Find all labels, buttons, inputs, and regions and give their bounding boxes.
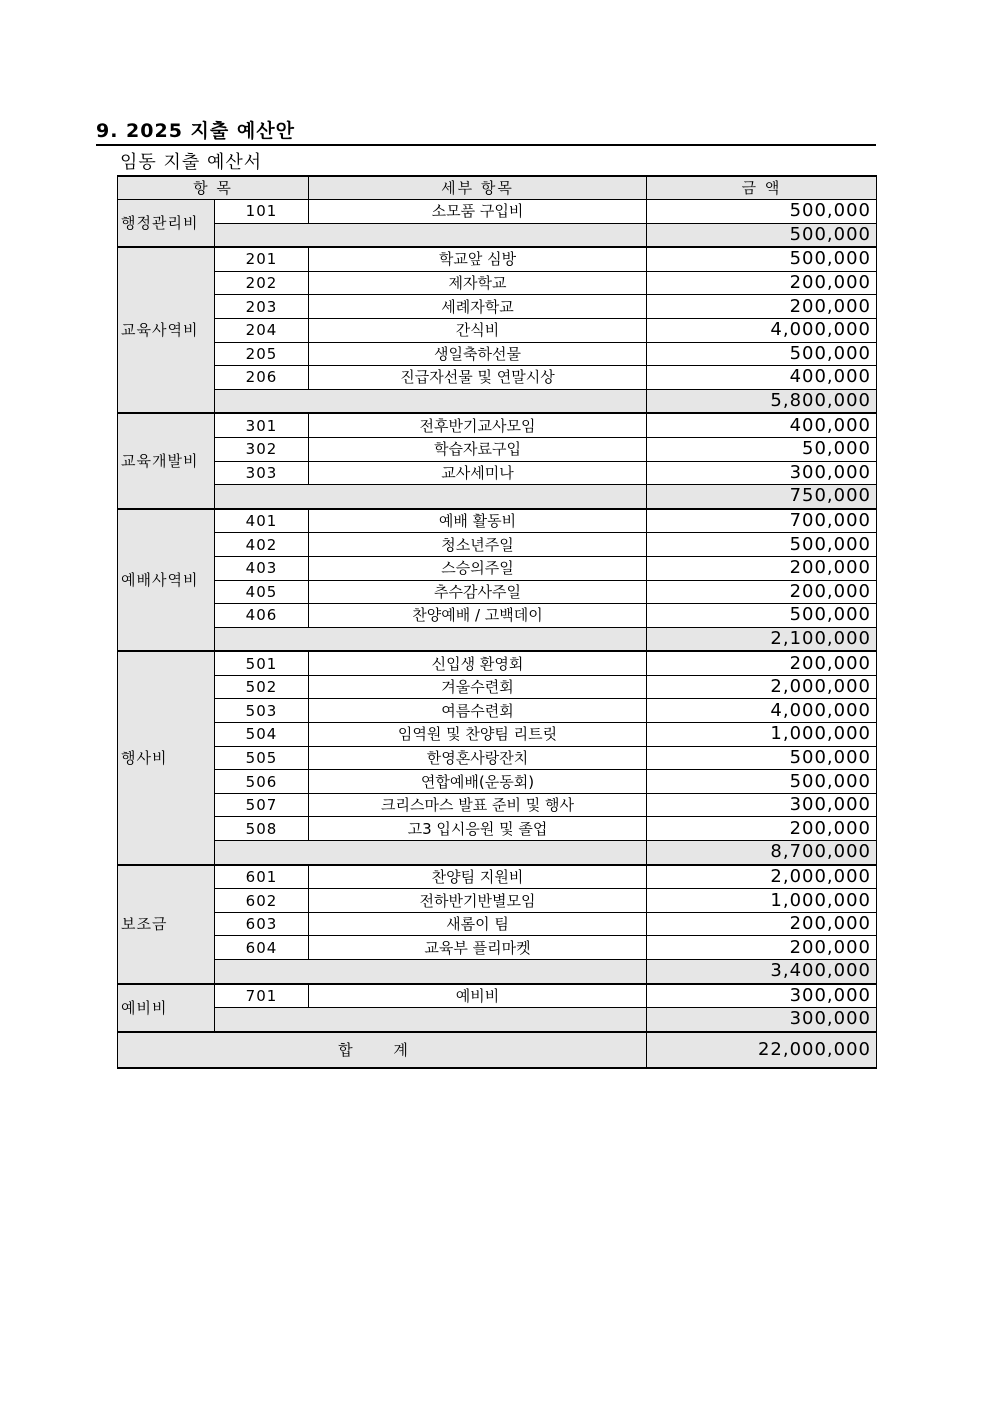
item-amount: 200,000 bbox=[647, 295, 877, 319]
item-amount: 200,000 bbox=[647, 556, 877, 580]
table-row bbox=[118, 413, 877, 437]
table-row bbox=[118, 865, 877, 889]
total-label: 합 계 bbox=[118, 1032, 647, 1068]
item-amount: 500,000 bbox=[647, 342, 877, 366]
item-code: 101 bbox=[215, 200, 309, 224]
table-row bbox=[118, 295, 877, 319]
subtotal-amount: 8,700,000 bbox=[647, 841, 877, 865]
subtotal-amount: 3,400,000 bbox=[647, 960, 877, 984]
page-heading: 9. 2025 지출 예산안 bbox=[96, 116, 876, 146]
item-code: 502 bbox=[215, 675, 309, 699]
item-name: 연합예배(운동회) bbox=[309, 770, 647, 794]
item-amount: 2,000,000 bbox=[647, 865, 877, 889]
item-name: 교육부 플리마켓 bbox=[309, 936, 647, 960]
item-amount: 4,000,000 bbox=[647, 699, 877, 723]
subtotal-row bbox=[118, 1008, 877, 1032]
item-name: 스승의주일 bbox=[309, 556, 647, 580]
item-name: 제자학교 bbox=[309, 271, 647, 295]
item-code: 301 bbox=[215, 413, 309, 437]
category-name: 교육사역비 bbox=[118, 247, 215, 413]
subtotal-amount: 500,000 bbox=[647, 223, 877, 247]
item-name: 고3 입시응원 및 졸업 bbox=[309, 817, 647, 841]
item-code: 403 bbox=[215, 556, 309, 580]
item-name: 신입생 환영회 bbox=[309, 651, 647, 675]
item-code: 501 bbox=[215, 651, 309, 675]
item-code: 201 bbox=[215, 247, 309, 271]
item-amount: 500,000 bbox=[647, 604, 877, 628]
table-row bbox=[118, 604, 877, 628]
item-code: 205 bbox=[215, 342, 309, 366]
item-name: 한영혼사랑잔치 bbox=[309, 746, 647, 770]
subtotal-spacer bbox=[215, 485, 647, 509]
item-code: 508 bbox=[215, 817, 309, 841]
table-row bbox=[118, 318, 877, 342]
item-name: 전하반기반별모임 bbox=[309, 889, 647, 913]
item-amount: 400,000 bbox=[647, 413, 877, 437]
table-row bbox=[118, 247, 877, 271]
subtotal-amount: 2,100,000 bbox=[647, 627, 877, 651]
item-name: 추수감사주일 bbox=[309, 580, 647, 604]
item-amount: 500,000 bbox=[647, 247, 877, 271]
item-name: 찬양팀 지원비 bbox=[309, 865, 647, 889]
item-name: 세례자학교 bbox=[309, 295, 647, 319]
table-row bbox=[118, 437, 877, 461]
item-name: 생일축하선물 bbox=[309, 342, 647, 366]
item-code: 401 bbox=[215, 509, 309, 533]
subtotal-spacer bbox=[215, 1008, 647, 1032]
subtotal-row bbox=[118, 960, 877, 984]
subtotal-spacer bbox=[215, 627, 647, 651]
table-title: 임동 지출 예산서 bbox=[120, 152, 263, 173]
item-amount: 500,000 bbox=[647, 200, 877, 224]
category-name: 행사비 bbox=[118, 651, 215, 864]
item-amount: 300,000 bbox=[647, 461, 877, 485]
item-code: 402 bbox=[215, 533, 309, 557]
item-code: 604 bbox=[215, 936, 309, 960]
item-name: 겨울수련회 bbox=[309, 675, 647, 699]
item-name: 학습자료구입 bbox=[309, 437, 647, 461]
item-name: 찬양예배 / 고백데이 bbox=[309, 604, 647, 628]
item-name: 간식비 bbox=[309, 318, 647, 342]
category-name: 행정관리비 bbox=[118, 200, 215, 248]
table-row bbox=[118, 580, 877, 604]
table-row bbox=[118, 271, 877, 295]
item-code: 206 bbox=[215, 366, 309, 390]
item-name: 임역원 및 찬양팀 리트릿 bbox=[309, 723, 647, 747]
item-amount: 500,000 bbox=[647, 533, 877, 557]
table-row bbox=[118, 651, 877, 675]
subtotal-row bbox=[118, 223, 877, 247]
subtotal-row bbox=[118, 627, 877, 651]
table-row bbox=[118, 533, 877, 557]
subtotal-row bbox=[118, 389, 877, 413]
item-code: 503 bbox=[215, 699, 309, 723]
item-amount: 1,000,000 bbox=[647, 889, 877, 913]
item-code: 701 bbox=[215, 984, 309, 1008]
item-code: 504 bbox=[215, 723, 309, 747]
subtotal-spacer bbox=[215, 960, 647, 984]
table-row bbox=[118, 699, 877, 723]
table-row bbox=[118, 793, 877, 817]
item-name: 청소년주일 bbox=[309, 533, 647, 557]
item-name: 크리스마스 발표 준비 및 행사 bbox=[309, 793, 647, 817]
subtotal-amount: 5,800,000 bbox=[647, 389, 877, 413]
item-amount: 200,000 bbox=[647, 912, 877, 936]
item-code: 506 bbox=[215, 770, 309, 794]
item-name: 여름수련회 bbox=[309, 699, 647, 723]
item-code: 202 bbox=[215, 271, 309, 295]
table-row bbox=[118, 936, 877, 960]
item-name: 전후반기교사모임 bbox=[309, 413, 647, 437]
item-code: 204 bbox=[215, 318, 309, 342]
item-name: 교사세미나 bbox=[309, 461, 647, 485]
table-row bbox=[118, 912, 877, 936]
item-code: 405 bbox=[215, 580, 309, 604]
subtotal-spacer bbox=[215, 841, 647, 865]
table-row bbox=[118, 675, 877, 699]
item-amount: 200,000 bbox=[647, 817, 877, 841]
item-amount: 500,000 bbox=[647, 770, 877, 794]
item-code: 601 bbox=[215, 865, 309, 889]
item-code: 507 bbox=[215, 793, 309, 817]
category-name: 보조금 bbox=[118, 865, 215, 984]
subtotal-spacer bbox=[215, 223, 647, 247]
item-name: 소모품 구입비 bbox=[309, 200, 647, 224]
item-amount: 200,000 bbox=[647, 651, 877, 675]
item-amount: 500,000 bbox=[647, 746, 877, 770]
item-amount: 1,000,000 bbox=[647, 723, 877, 747]
item-code: 603 bbox=[215, 912, 309, 936]
item-name: 학교앞 심방 bbox=[309, 247, 647, 271]
subtotal-row bbox=[118, 485, 877, 509]
item-name: 예배 활동비 bbox=[309, 509, 647, 533]
item-amount: 300,000 bbox=[647, 793, 877, 817]
budget-table-body bbox=[118, 176, 877, 1068]
subtotal-row bbox=[118, 841, 877, 865]
item-amount: 200,000 bbox=[647, 580, 877, 604]
category-name: 예비비 bbox=[118, 984, 215, 1032]
item-amount: 700,000 bbox=[647, 509, 877, 533]
item-amount: 4,000,000 bbox=[647, 318, 877, 342]
item-amount: 200,000 bbox=[647, 936, 877, 960]
header-detail: 세부 항목 bbox=[309, 176, 647, 200]
table-row bbox=[118, 746, 877, 770]
item-amount: 200,000 bbox=[647, 271, 877, 295]
table-row bbox=[118, 342, 877, 366]
budget-table bbox=[117, 175, 877, 1069]
subtotal-spacer bbox=[215, 389, 647, 413]
table-row bbox=[118, 770, 877, 794]
header-category: 항 목 bbox=[118, 176, 309, 200]
total-row bbox=[118, 1032, 877, 1068]
item-amount: 2,000,000 bbox=[647, 675, 877, 699]
category-name: 예배사역비 bbox=[118, 509, 215, 652]
item-amount: 300,000 bbox=[647, 984, 877, 1008]
table-row bbox=[118, 556, 877, 580]
item-name: 진급자선물 및 연말시상 bbox=[309, 366, 647, 390]
item-code: 406 bbox=[215, 604, 309, 628]
table-header-row bbox=[118, 176, 877, 200]
category-name: 교육개발비 bbox=[118, 413, 215, 508]
table-row bbox=[118, 509, 877, 533]
item-name: 새롬이 팀 bbox=[309, 912, 647, 936]
table-row bbox=[118, 817, 877, 841]
item-name: 예비비 bbox=[309, 984, 647, 1008]
item-code: 303 bbox=[215, 461, 309, 485]
item-code: 302 bbox=[215, 437, 309, 461]
table-row bbox=[118, 200, 877, 224]
table-row bbox=[118, 984, 877, 1008]
total-amount: 22,000,000 bbox=[647, 1032, 877, 1068]
table-row bbox=[118, 723, 877, 747]
item-code: 505 bbox=[215, 746, 309, 770]
item-amount: 50,000 bbox=[647, 437, 877, 461]
table-row bbox=[118, 889, 877, 913]
item-code: 203 bbox=[215, 295, 309, 319]
subtotal-amount: 750,000 bbox=[647, 485, 877, 509]
subtotal-amount: 300,000 bbox=[647, 1008, 877, 1032]
header-amount: 금 액 bbox=[647, 176, 877, 200]
table-row bbox=[118, 366, 877, 390]
table-row bbox=[118, 461, 877, 485]
item-code: 602 bbox=[215, 889, 309, 913]
item-amount: 400,000 bbox=[647, 366, 877, 390]
